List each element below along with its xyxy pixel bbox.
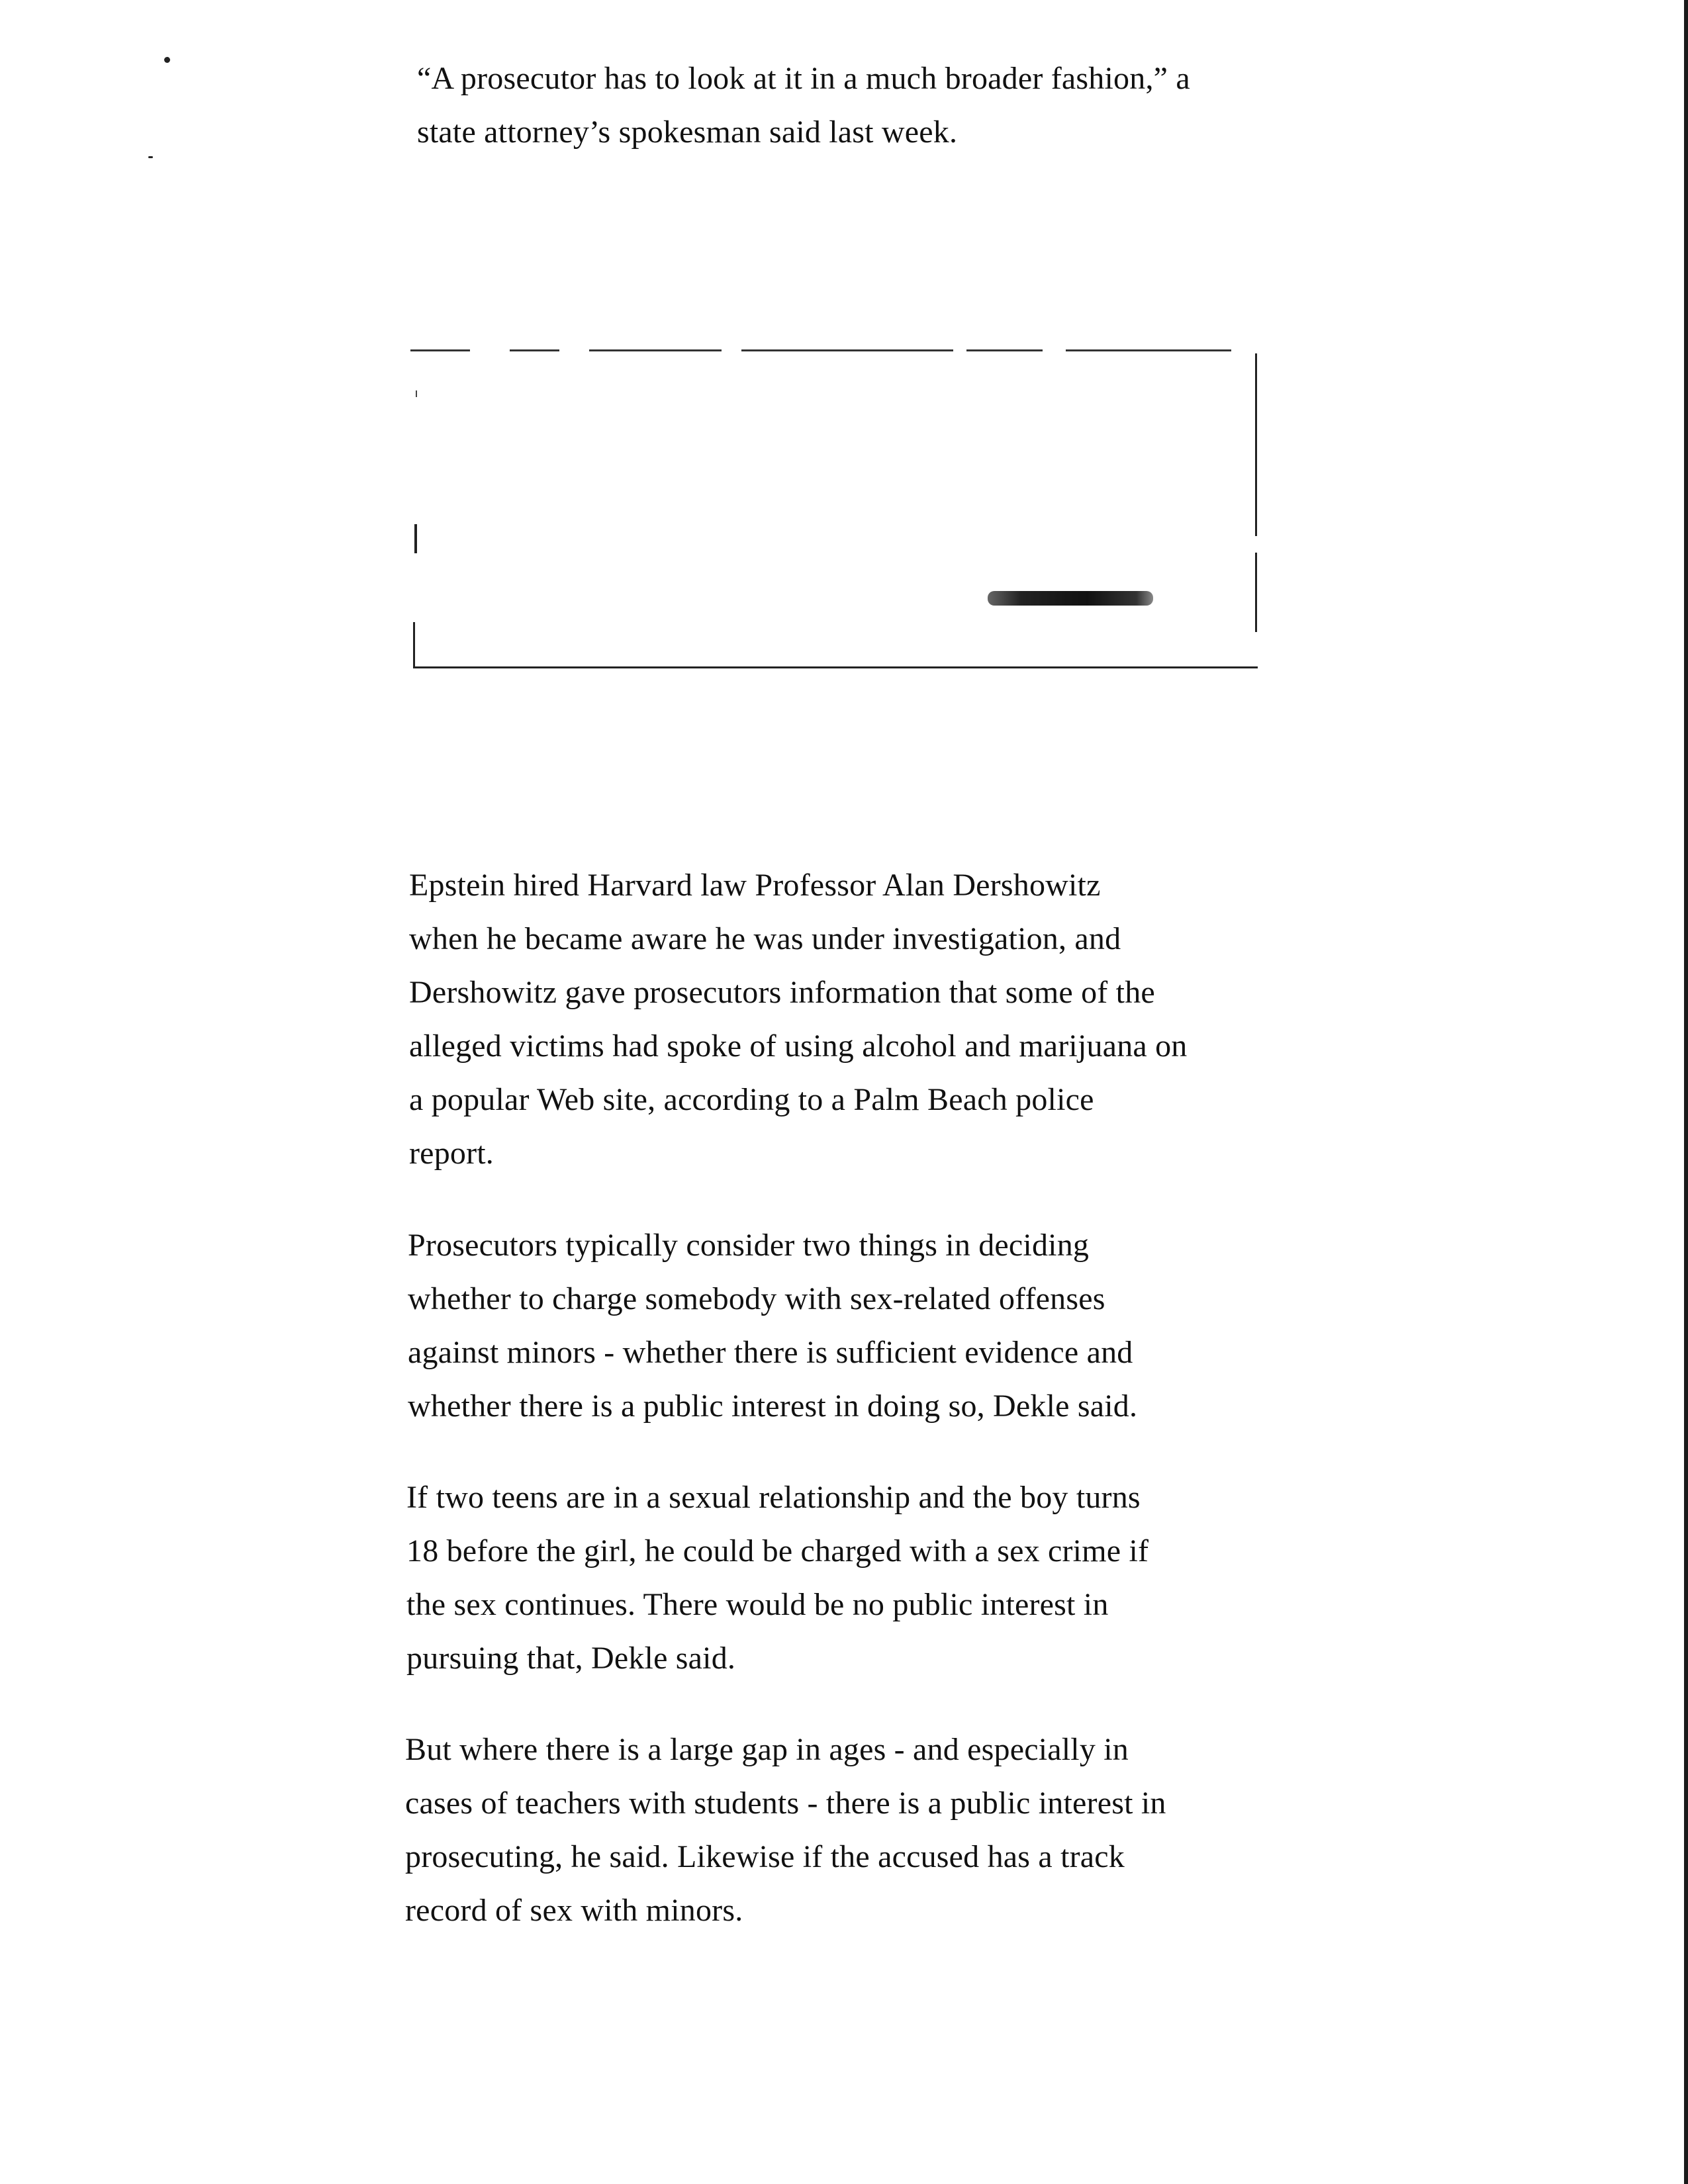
frame-right-edge [1255, 353, 1257, 536]
text-line: Epstein hired Harvard law Professor Alan Dershowitz [409, 868, 1101, 903]
text-line: when he became aware he was under investigation, and [409, 921, 1121, 956]
text-line: Dershowitz gave prosecutors information that some of the [409, 975, 1155, 1010]
text-line: a popular Web site, according to a Palm Beach police [409, 1082, 1094, 1117]
scan-edge [1684, 0, 1688, 2184]
text-line: record of sex with minors. [405, 1893, 743, 1928]
body-paragraph [409, 858, 1188, 1180]
text-line: But where there is a large gap in ages - and especially in [405, 1732, 1129, 1767]
frame-top-dash [966, 349, 1043, 351]
text-line: whether there is a public interest in doing so, Dekle said. [408, 1388, 1138, 1424]
frame-mark [416, 390, 417, 397]
text-line: state attorney’s spokesman said last week. [417, 114, 958, 150]
frame-left-edge [413, 622, 415, 668]
ink-smudge [988, 591, 1153, 606]
blank-image-frame [410, 338, 1258, 675]
text-line: Prosecutors typically consider two things in deciding [408, 1228, 1090, 1263]
frame-top-dash [410, 349, 470, 351]
frame-top-dash [1066, 349, 1231, 351]
quote-paragraph [417, 52, 1190, 159]
frame-top-dash [589, 349, 722, 351]
text-line: “A prosecutor has to look at it in a much broader fashion,” a [417, 61, 1190, 96]
text-line: prosecuting, he said. Likewise if the accused has a track [405, 1839, 1125, 1874]
frame-top-dash [510, 349, 559, 351]
text-line: If two teens are in a sexual relationship and the boy turns [406, 1480, 1141, 1515]
text-line: against minors - whether there is sufficient evidence and [408, 1335, 1133, 1370]
frame-bottom-edge [413, 666, 1258, 668]
scan-speck [164, 57, 170, 63]
scan-speck [148, 156, 153, 158]
text-line: cases of teachers with students - there is a public interest in [405, 1786, 1166, 1821]
body-paragraph [406, 1471, 1149, 1685]
frame-right-edge [1255, 553, 1257, 632]
body-paragraph [408, 1218, 1137, 1433]
text-line: pursuing that, Dekle said. [406, 1641, 736, 1676]
text-line: whether to charge somebody with sex-related offenses [408, 1281, 1105, 1316]
text-line: the sex continues. There would be no public interest in [406, 1587, 1109, 1622]
body-paragraph [405, 1723, 1166, 1937]
frame-top-dash [741, 349, 953, 351]
text-line: alleged victims had spoke of using alcohol and marijuana on [409, 1028, 1188, 1064]
frame-mark [414, 524, 417, 553]
text-line: report. [409, 1136, 494, 1171]
text-line: 18 before the girl, he could be charged with a sex crime if [406, 1533, 1149, 1569]
